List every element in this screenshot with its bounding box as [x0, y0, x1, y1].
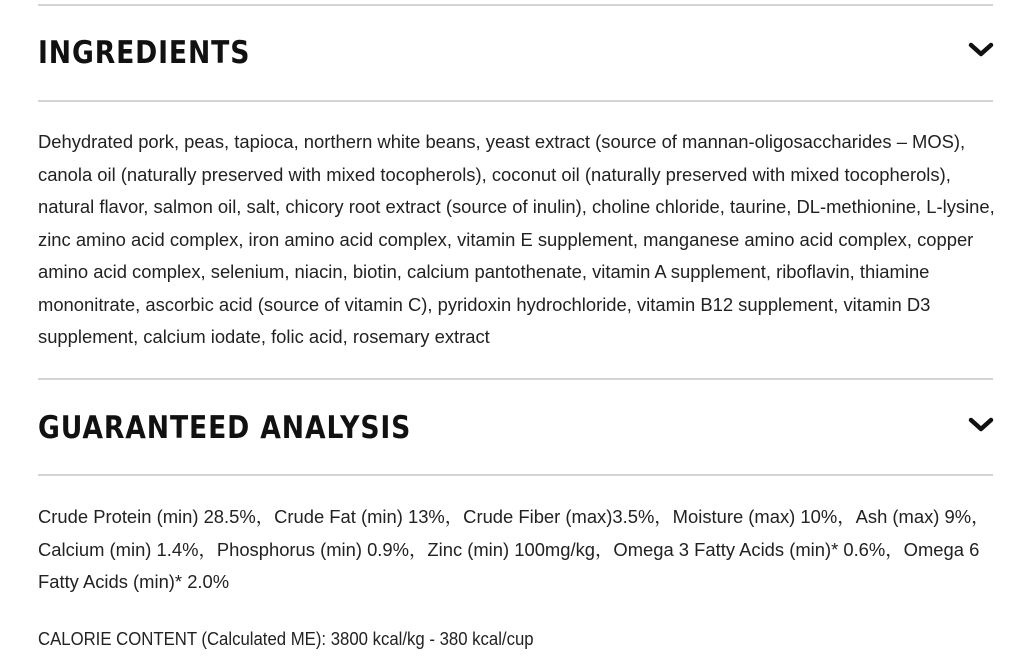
chevron-down-icon[interactable] [968, 41, 994, 59]
guaranteed-analysis-text: Crude Protein (min) 28.5%，Crude Fat (min) 13%，Crude Fiber (max)3.5%，Moisture (max) 10%，Ash (max) 9%，Calcium (min) 1.4%，Phosphorus (min) 0.9%，Zinc (min) 100mg/kg，Omega 3 Fatty Acids (min)* 0.6%，Omega 6 Fatty Acids (min)* 2.0% [38, 506, 990, 592]
section-divider [38, 4, 993, 6]
section-divider [38, 378, 993, 380]
section-divider [38, 100, 993, 102]
chevron-down-icon[interactable] [968, 416, 994, 434]
calorie-content: CALORIE CONTENT (Calculated ME): 3800 kcal/kg - 380 kcal/cup [38, 629, 534, 649]
guaranteed-analysis-title: GUARANTEED ANALYSIS [38, 410, 412, 446]
ingredients-text: Dehydrated pork, peas, tapioca, northern white beans, yeast extract (source of mannan-oligosaccharides – MOS), canola oil (naturally preserved with mixed tocopherols), coconut oil (naturally preserved with mixed tocopherols), natural flavor, salmon oil, salt, chicory root extract (source of inulin), choline chloride, taurine, DL-methionine, L-lysine, zinc amino acid complex, iron amino acid complex, vitamin E supplement, manganese amino acid complex, copper amino acid complex, selenium, niacin, biotin, calcium pantothenate, vitamin A supplement, riboflavin, thiamine mononitrate, ascorbic acid (source of vitamin C), pyridoxin hydrochloride, vitamin B12 supplement, vitamin D3 supplement, calcium iodate, folic acid, rosemary extract [38, 131, 995, 347]
ingredients-title: INGREDIENTS [38, 35, 251, 71]
section-divider [38, 474, 993, 476]
